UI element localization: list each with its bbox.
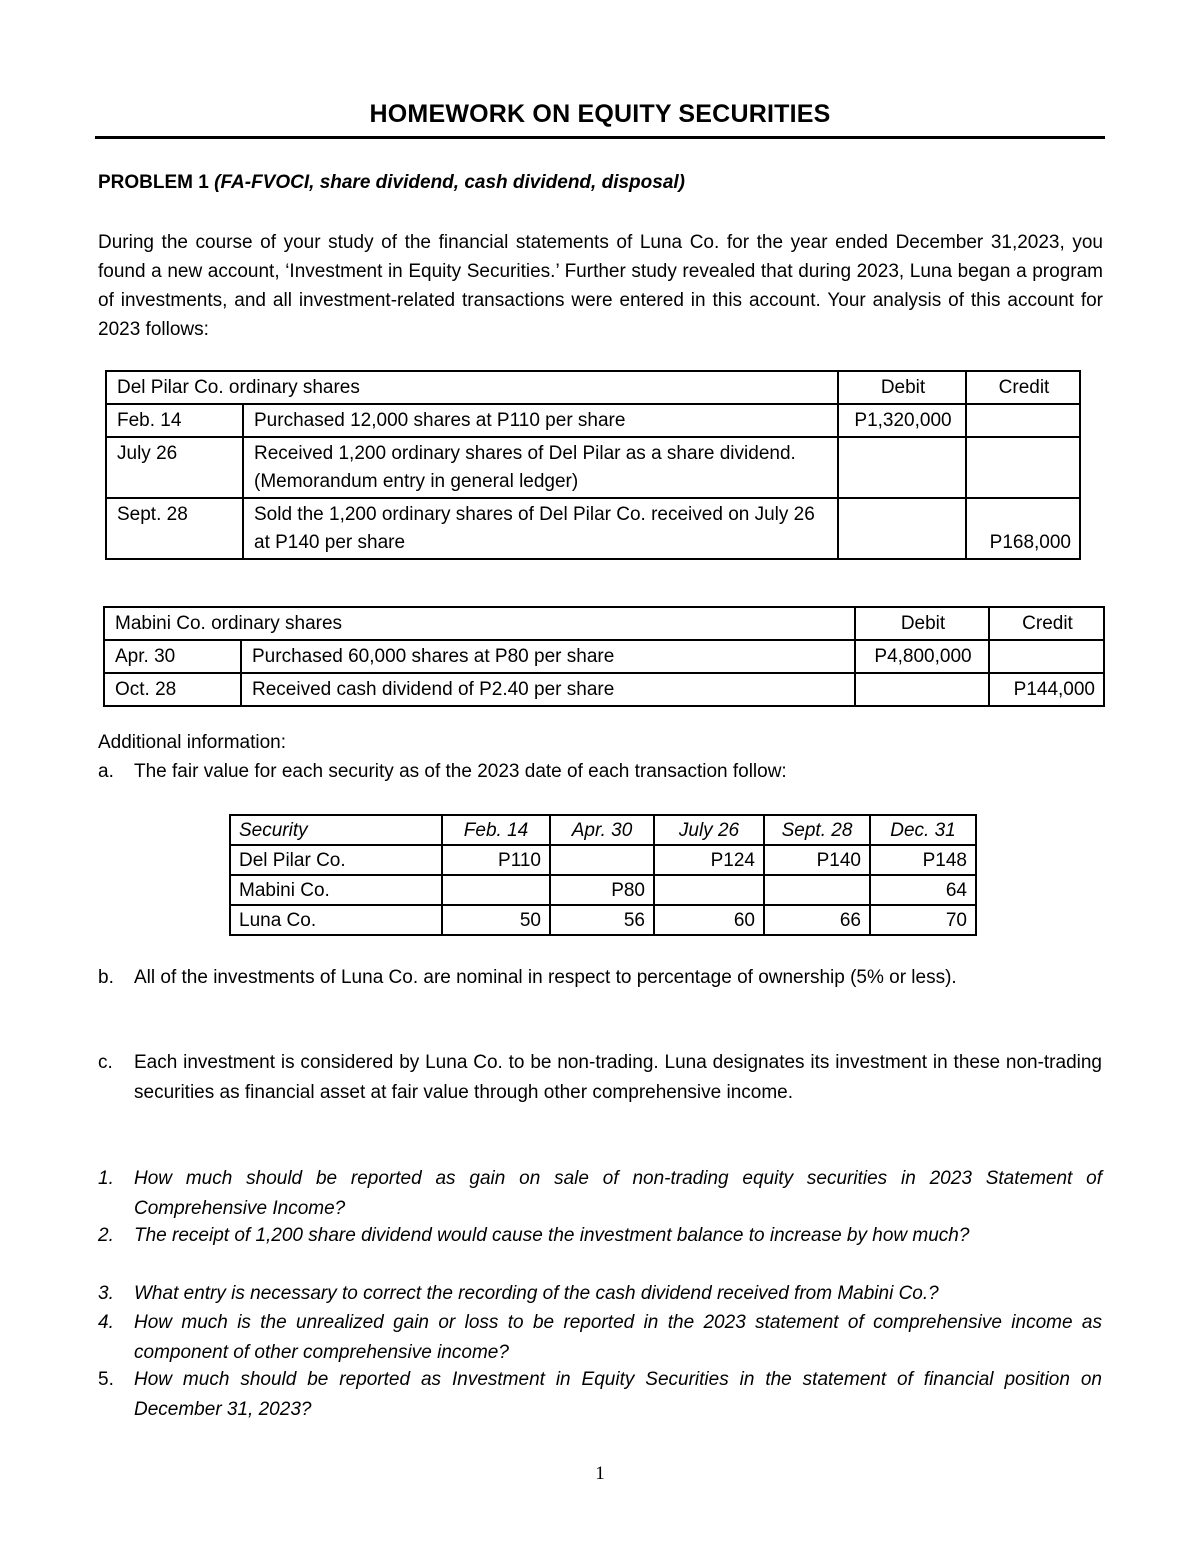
question-text: How much should be reported as Investment in Equity Securities in the statement of financial position on December 31, 2023? (134, 1369, 1102, 1420)
description-text: Received 1,200 ordinary shares of Del Pilar as a share dividend. (254, 443, 796, 464)
debit-cell: P1,320,000 (838, 404, 966, 437)
problem-heading (98, 172, 685, 194)
value-cell: P110 (442, 845, 550, 875)
credit-cell (966, 437, 1080, 498)
credit-cell: P168,000 (966, 498, 1080, 559)
ledger-header: Mabini Co. ordinary shares (104, 607, 855, 640)
table-row (106, 498, 1080, 559)
credit-cell (966, 404, 1080, 437)
value-cell: 66 (764, 905, 870, 935)
question-number: 1. (98, 1168, 114, 1189)
date-cell: July 26 (106, 437, 243, 498)
value-cell: 50 (442, 905, 550, 935)
intro-paragraph: During the course of your study of the financial statements of Luna Co. for the year ended December 31,2023, you found a new account, ‘Investment in Equity Securities.’ Further study revealed that during 2023, Luna began a program of investments, and all investment-related transactions were entered in this account. Your analysis of this account for 2023 follows: (98, 232, 1103, 340)
credit-cell: P144,000 (989, 673, 1104, 706)
table-row (106, 437, 1080, 498)
table-row (230, 875, 976, 905)
page-number: 1 (595, 1463, 605, 1484)
ledger-header-row (104, 607, 1104, 640)
item-text: All of the investments of Luna Co. are nominal in respect to percentage of ownership (5% or less). (134, 967, 957, 988)
problem-label: PROBLEM 1 (98, 172, 209, 193)
column-header: Security (230, 815, 442, 845)
ledger-header: Del Pilar Co. ordinary shares (106, 371, 838, 404)
question-number: 2. (98, 1225, 114, 1246)
column-header: Dec. 31 (870, 815, 976, 845)
debit-header: Debit (838, 371, 966, 404)
value-cell: P148 (870, 845, 976, 875)
debit-cell (838, 498, 966, 559)
description-cell: Purchased 12,000 shares at P110 per share (243, 404, 838, 437)
fair-value-header-row (230, 815, 976, 845)
date-cell: Feb. 14 (106, 404, 243, 437)
value-cell: 70 (870, 905, 976, 935)
info-item-a (98, 757, 1103, 787)
description-cell (243, 437, 838, 498)
value-cell (550, 845, 654, 875)
mabini-ledger-table (103, 606, 1105, 707)
security-name: Mabini Co. (230, 875, 442, 905)
value-cell (442, 875, 550, 905)
question-text: The receipt of 1,200 share dividend would cause the investment balance to increase by how much? (134, 1225, 970, 1246)
table-row (230, 905, 976, 935)
table-row (230, 845, 976, 875)
date-cell: Oct. 28 (104, 673, 241, 706)
question-5 (98, 1365, 1103, 1425)
title-divider (95, 136, 1105, 139)
ledger-header-row (106, 371, 1080, 404)
column-header: Feb. 14 (442, 815, 550, 845)
question-number: 3. (98, 1283, 114, 1304)
question-4 (98, 1308, 1103, 1368)
security-name: Del Pilar Co. (230, 845, 442, 875)
value-cell: 60 (654, 905, 764, 935)
question-text: What entry is necessary to correct the recording of the cash dividend received from Mabini Co.? (134, 1283, 939, 1304)
fair-value-table (229, 814, 977, 936)
description-cell: Sold the 1,200 ordinary shares of Del Pilar Co. received on July 26 at P140 per share (243, 498, 838, 559)
memorandum-note: (Memorandum entry in general ledger) (254, 471, 579, 492)
credit-header: Credit (989, 607, 1104, 640)
item-text: The fair value for each security as of the 2023 date of each transaction follow: (134, 761, 787, 782)
value-cell: P140 (764, 845, 870, 875)
info-item-c (98, 1048, 1103, 1138)
security-name: Luna Co. (230, 905, 442, 935)
value-cell: P80 (550, 875, 654, 905)
item-marker: c. (98, 1052, 113, 1073)
item-marker: b. (98, 967, 114, 988)
debit-cell (855, 673, 989, 706)
additional-info-heading: Additional information: (98, 732, 286, 753)
question-3 (98, 1279, 1103, 1309)
credit-cell (989, 640, 1104, 673)
column-header: Sept. 28 (764, 815, 870, 845)
description-cell: Purchased 60,000 shares at P80 per share (241, 640, 855, 673)
document-title: HOMEWORK ON EQUITY SECURITIES (369, 100, 831, 128)
value-cell: P124 (654, 845, 764, 875)
del-pilar-ledger-table (105, 370, 1081, 560)
question-number: 5. (98, 1369, 114, 1390)
table-row (106, 404, 1080, 437)
debit-cell: P4,800,000 (855, 640, 989, 673)
value-cell: 64 (870, 875, 976, 905)
question-text: How much is the unrealized gain or loss to be reported in the 2023 statement of comprehensive income as component of other comprehensive income? (134, 1312, 1102, 1363)
table-row (104, 640, 1104, 673)
credit-header: Credit (966, 371, 1080, 404)
column-header: Apr. 30 (550, 815, 654, 845)
value-cell (654, 875, 764, 905)
info-item-b (98, 963, 1103, 1023)
debit-cell (838, 437, 966, 498)
question-text: How much should be reported as gain on sale of non-trading equity securities in 2023 Statement of Comprehensive Income? (134, 1168, 1102, 1219)
problem-subtitle: (FA-FVOCI, share dividend, cash dividend, disposal) (214, 172, 686, 193)
question-1 (98, 1164, 1103, 1224)
date-cell: Sept. 28 (106, 498, 243, 559)
description-cell: Received cash dividend of P2.40 per share (241, 673, 855, 706)
value-cell: 56 (550, 905, 654, 935)
value-cell (764, 875, 870, 905)
debit-header: Debit (855, 607, 989, 640)
date-cell: Apr. 30 (104, 640, 241, 673)
item-marker: a. (98, 761, 114, 782)
table-row (104, 673, 1104, 706)
item-text: Each investment is considered by Luna Co. to be non-trading. Luna designates its investment in these non-trading securities as financial asset at fair value through other comprehensive income. (134, 1052, 1102, 1103)
question-2 (98, 1221, 1103, 1281)
column-header: July 26 (654, 815, 764, 845)
question-number: 4. (98, 1312, 114, 1333)
